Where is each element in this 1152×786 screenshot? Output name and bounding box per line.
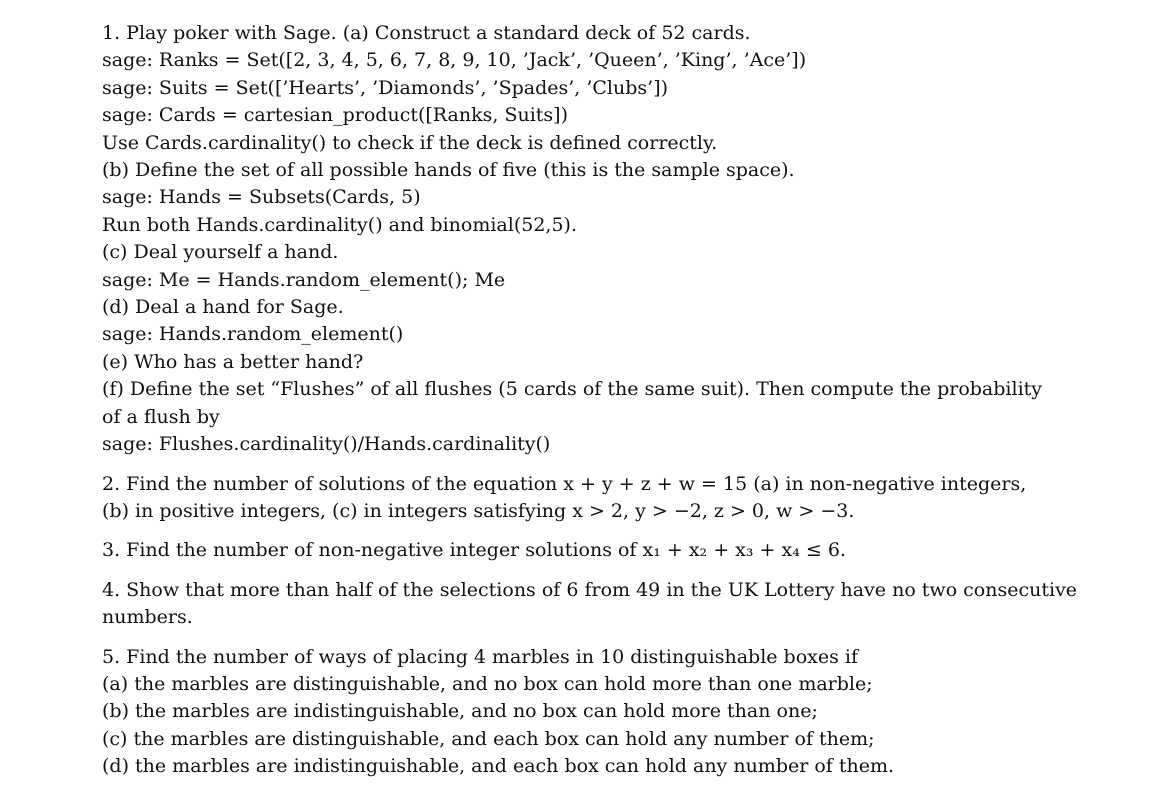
problem-line: (c) the marbles are distinguishable, and each box can hold any number of them; bbox=[102, 727, 875, 750]
problem-line: Use Cards.cardinality() to check if the deck is defined correctly. bbox=[102, 131, 718, 154]
problem-line: 4. Show that more than half of the selections of 6 from 49 in the UK Lottery have no two consecutive bbox=[102, 578, 1078, 601]
problem-line: 2. Find the number of solutions of the equation x + y + z + w = 15 (a) in non-negative integers, bbox=[102, 472, 1027, 495]
problem-line: numbers. bbox=[102, 606, 193, 629]
problem-line: (d) the marbles are indistinguishable, and each box can hold any number of them. bbox=[102, 755, 895, 778]
code-line: sage: Hands = Subsets(Cards, 5) bbox=[102, 186, 421, 209]
problem-line: (b) in positive integers, (c) in integers satisfying x > 2, y > −2, z > 0, w > −3. bbox=[102, 499, 855, 522]
problem-line: of a flush by bbox=[102, 405, 220, 428]
problem-line: (b) the marbles are indistinguishable, and no box can hold more than one; bbox=[102, 700, 818, 723]
document-page bbox=[102, 20, 1102, 781]
problem-line: Run both Hands.cardinality() and binomial(52,5). bbox=[102, 213, 578, 236]
code-line: sage: Me = Hands.random_element(); Me bbox=[102, 268, 506, 291]
problem-line: (e) Who has a better hand? bbox=[102, 350, 364, 373]
problem-4 bbox=[102, 577, 1102, 632]
problem-2 bbox=[102, 471, 1102, 526]
problem-5 bbox=[102, 644, 1102, 781]
problem-line: 3. Find the number of non-negative integer solutions of x₁ + x₂ + x₃ + x₄ ≤ 6. bbox=[102, 539, 846, 562]
code-line: sage: Flushes.cardinality()/Hands.cardinality() bbox=[102, 433, 551, 456]
code-line: sage: Suits = Set([’Hearts’, ’Diamonds’, ’Spades’, ’Clubs’]) bbox=[102, 76, 669, 99]
problem-line: (c) Deal yourself a hand. bbox=[102, 241, 339, 264]
problem-line: (f) Define the set “Flushes” of all flushes (5 cards of the same suit). Then compute the probability bbox=[102, 378, 1043, 401]
problem-line: (b) Define the set of all possible hands of five (this is the sample space). bbox=[102, 159, 795, 182]
problem-line: 5. Find the number of ways of placing 4 marbles in 10 distinguishable boxes if bbox=[102, 645, 859, 668]
problem-1 bbox=[102, 20, 1102, 459]
problem-line: (a) the marbles are distinguishable, and no box can hold more than one marble; bbox=[102, 672, 873, 695]
code-line: sage: Ranks = Set([2, 3, 4, 5, 6, 7, 8, 9, 10, ’Jack’, ’Queen’, ’King’, ’Ace’]) bbox=[102, 49, 807, 72]
problem-line: (d) Deal a hand for Sage. bbox=[102, 296, 344, 319]
code-line: sage: Cards = cartesian_product([Ranks, Suits]) bbox=[102, 104, 568, 127]
code-line: sage: Hands.random_element() bbox=[102, 323, 404, 346]
problem-line: 1. Play poker with Sage. (a) Construct a standard deck of 52 cards. bbox=[102, 22, 751, 44]
problem-3 bbox=[102, 537, 1102, 564]
